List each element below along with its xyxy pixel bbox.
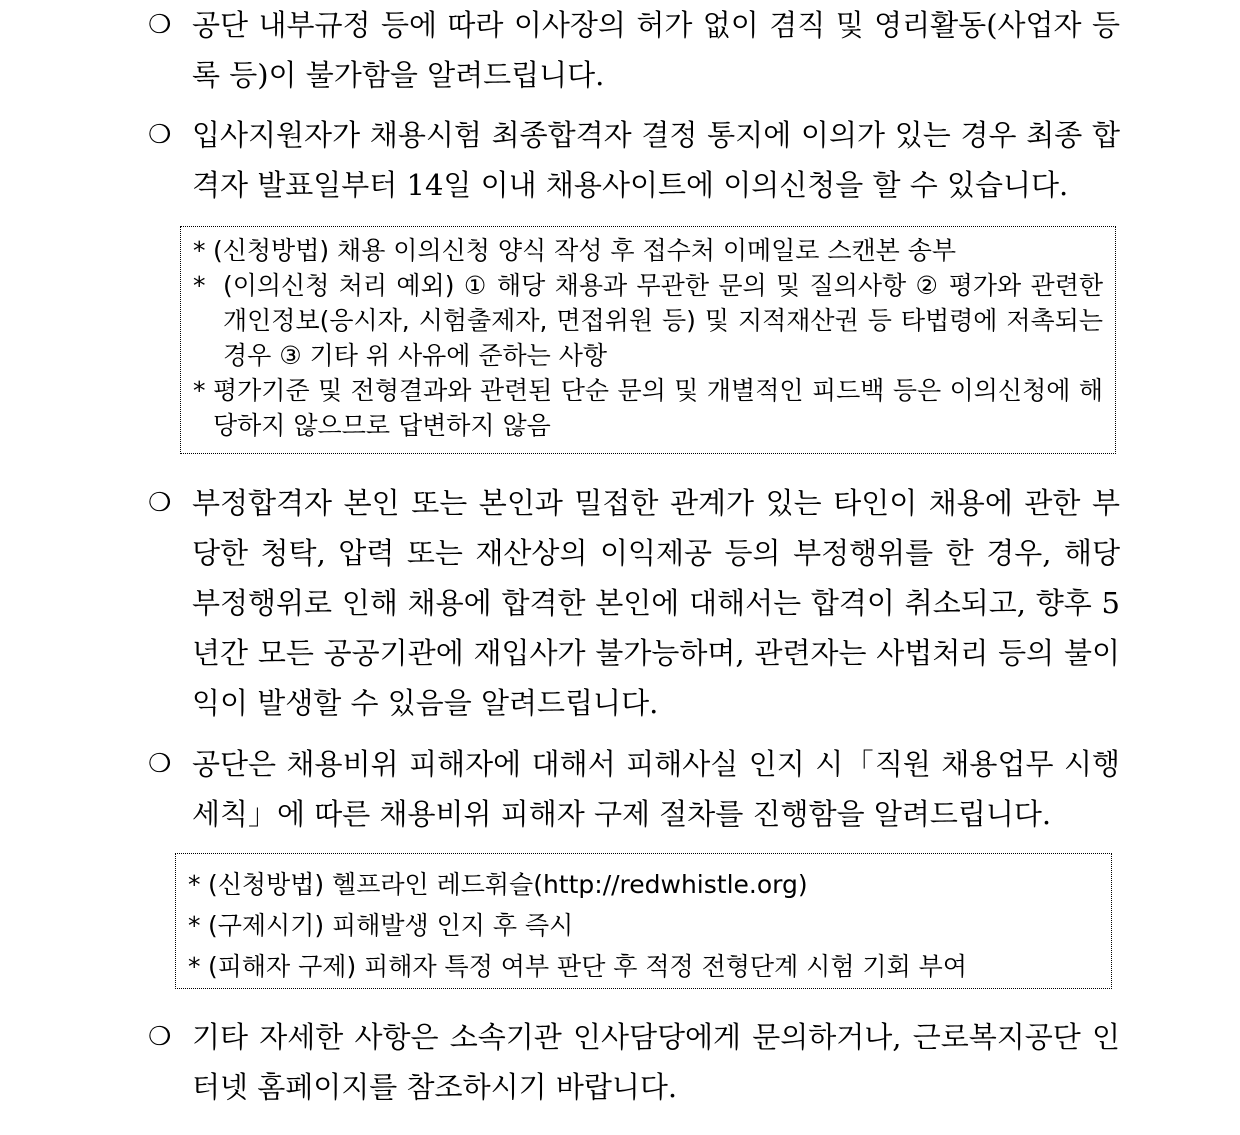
note-item <box>180 905 1099 946</box>
note-item <box>185 233 1103 268</box>
paragraph-text: 공단은 채용비위 피해자에 대해서 피해사실 인지 시「직원 채용업무 시행세칙」에 따른 채용비위 피해자 구제 절차를 진행함을 알려드립니다. <box>192 747 1120 831</box>
note-text: (피해자 구제) 피해자 특정 여부 판단 후 적정 전형단계 시험 기회 부여 <box>208 952 967 981</box>
objection-notes-box <box>180 226 1116 454</box>
asterisk-icon: * <box>188 952 201 981</box>
asterisk-icon: * <box>188 870 201 899</box>
paragraph-text: 기타 자세한 사항은 소속기관 인사담당에게 문의하거나, 근로복지공단 인터넷 홈페이지를 참조하시기 바랍니다. <box>192 1020 1120 1104</box>
note-text: (구제시기) 피해발생 인지 후 즉시 <box>208 911 574 940</box>
circle-bullet-icon: ❍ <box>148 120 172 150</box>
notice-paragraph-fraud <box>148 478 1120 728</box>
notice-paragraph-contact <box>148 1012 1120 1112</box>
asterisk-icon: * <box>188 911 201 940</box>
note-text: 평가기준 및 전형결과와 관련된 단순 문의 및 개별적인 피드백 등은 이의신청에 해당하지 않으므로 답변하지 않음 <box>213 376 1103 440</box>
notice-paragraph-side-job <box>148 0 1120 100</box>
asterisk-icon: * <box>193 271 206 300</box>
note-item <box>180 946 1099 987</box>
asterisk-icon: * <box>193 376 206 405</box>
note-item <box>185 373 1103 443</box>
note-item <box>185 268 1103 373</box>
circle-bullet-icon: ❍ <box>148 1022 172 1052</box>
victim-relief-notes-box <box>175 853 1112 989</box>
asterisk-icon: * <box>193 236 206 265</box>
note-item <box>180 864 1099 905</box>
paragraph-text: 부정합격자 본인 또는 본인과 밀접한 관계가 있는 타인이 채용에 관한 부당한 청탁, 압력 또는 재산상의 이익제공 등의 부정행위를 한 경우, 해당 부정행위로 인해 채용에 합격한 본인에 대해서는 합격이 취소되고, 향후 5년간 모든 공공기관에 재입사가 불가능하며, 관련자는 사법처리 등의 불이익이 발생할 수 있음을 알려드립니다. <box>192 486 1120 720</box>
circle-bullet-icon: ❍ <box>148 488 172 518</box>
note-text: (신청방법) 헬프라인 레드휘슬(http://redwhistle.org) <box>208 870 808 899</box>
paragraph-text: 공단 내부규정 등에 따라 이사장의 허가 없이 겸직 및 영리활동(사업자 등록 등)이 불가함을 알려드립니다. <box>192 8 1120 92</box>
note-text: (이의신청 처리 예외) ① 해당 채용과 무관한 문의 및 질의사항 ② 평가와 관련한 개인정보(응시자, 시험출제자, 면접위원 등) 및 지적재산권 등 타법령에 저촉되는 경우 ③ 기타 위 사유에 준하는 사항 <box>223 271 1103 370</box>
circle-bullet-icon: ❍ <box>148 10 172 40</box>
paragraph-text: 입사지원자가 채용시험 최종합격자 결정 통지에 이의가 있는 경우 최종 합격자 발표일부터 14일 이내 채용사이트에 이의신청을 할 수 있습니다. <box>192 118 1120 202</box>
circle-bullet-icon: ❍ <box>148 749 172 779</box>
notice-paragraph-objection <box>148 110 1120 210</box>
notice-paragraph-victim-relief <box>148 739 1120 839</box>
note-text: (신청방법) 채용 이의신청 양식 작성 후 접수처 이메일로 스캔본 송부 <box>213 236 957 265</box>
